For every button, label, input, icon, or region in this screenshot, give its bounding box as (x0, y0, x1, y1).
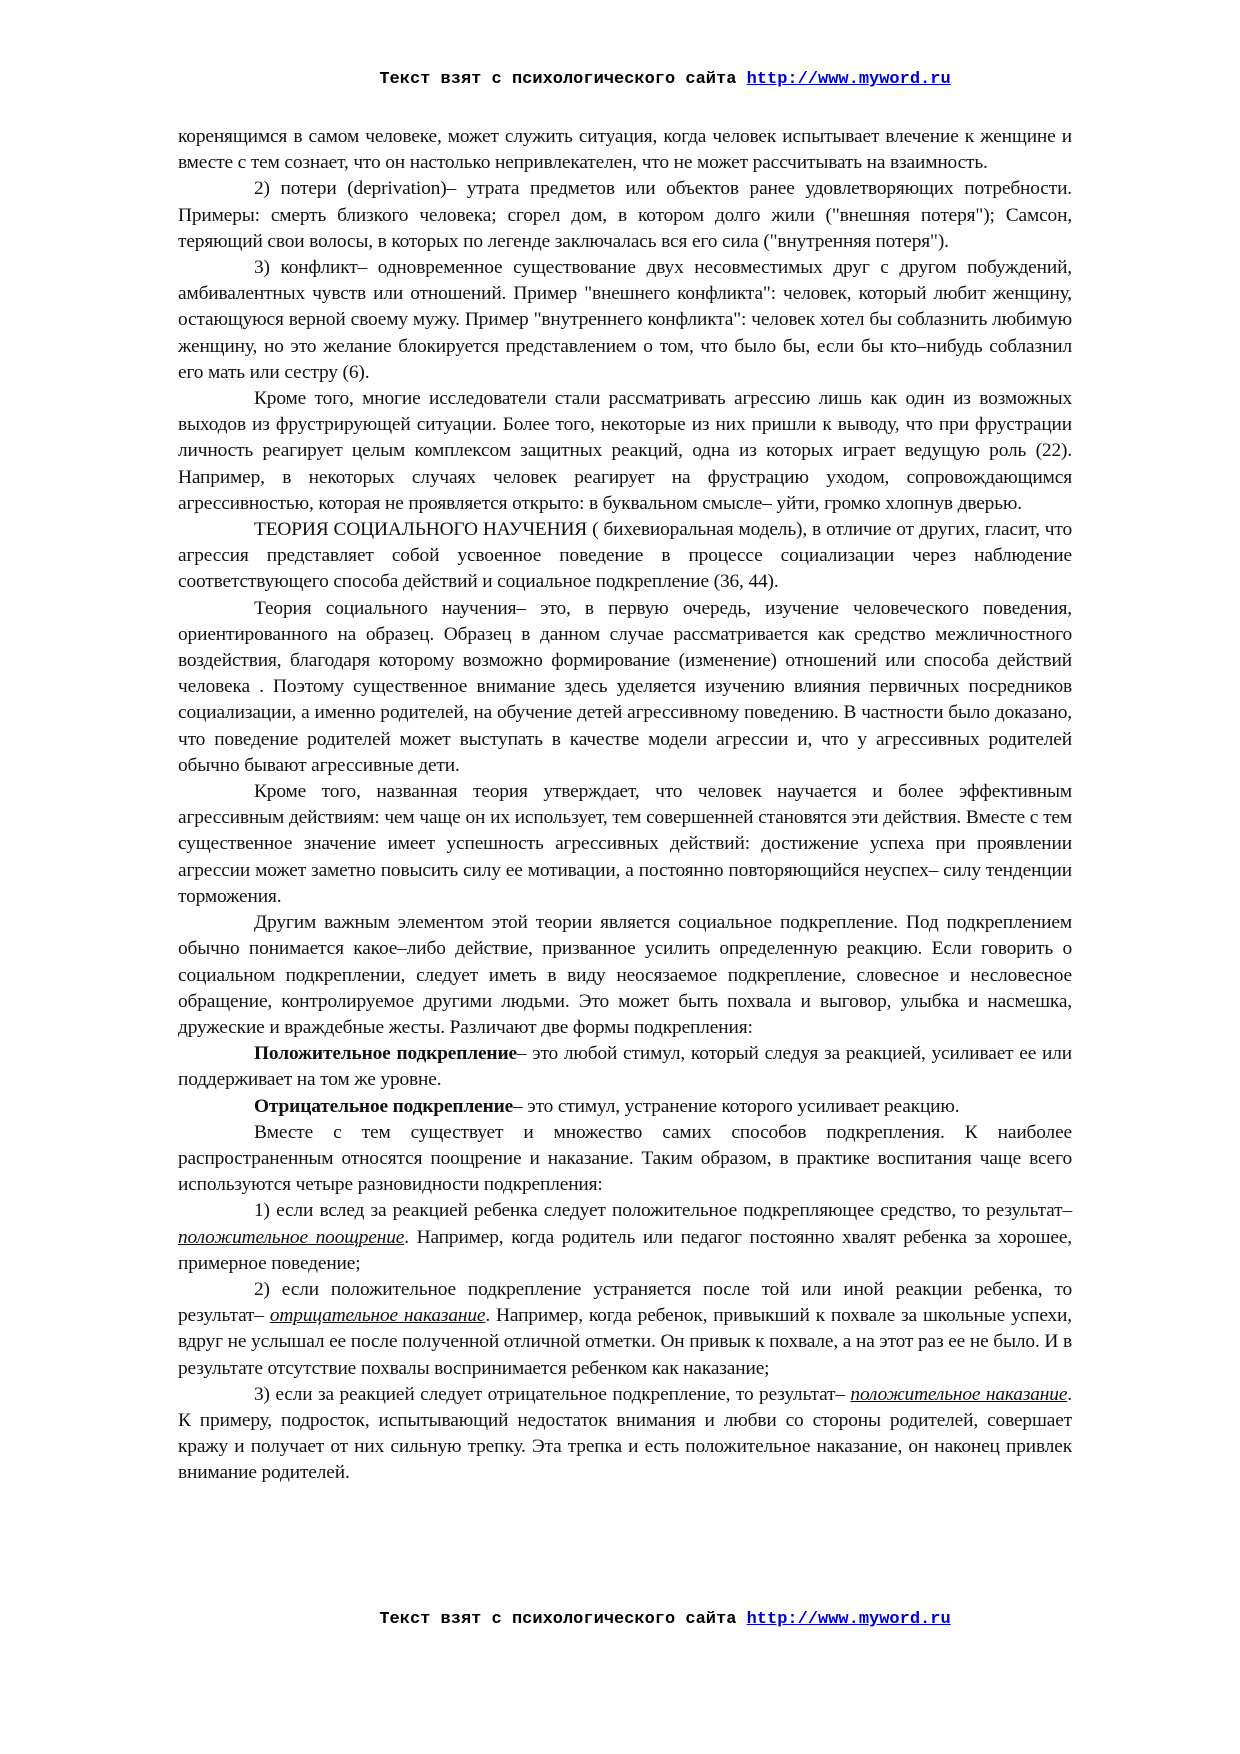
paragraph-social-learning-theory: ТЕОРИЯ СОЦИАЛЬНОГО НАУЧЕНИЯ ( бихевиоральная модель), в отличие от других, гласит, что агрессия представляет собой усвоенное поведение в процессе социализации через наблюдение соответствующего способа действий и социальное подкрепление (36, 44). (178, 519, 1072, 593)
header-site-link[interactable]: http://www.myword.ru (746, 70, 951, 89)
item-text: 2) если положительное подкрепление устраняется после той или иной реакции ребенка, то результат– (178, 1278, 1072, 1327)
item-text: . Например, когда родитель или педагог постоянно хвалят ребенка за хорошее, примерное поведение; (178, 1226, 1072, 1274)
term-positive-punishment: положительное наказание (850, 1383, 1068, 1405)
page-header (0, 70, 1240, 89)
paragraph-effective-actions: Кроме того, названная теория утверждает, что человек научается и более эффективным агрессивным действиям: чем чаще он их использует, тем совершенней становятся эти действия. Вместе с тем существенное значение имеет успешность агрессивных действий: достижение успеха при проявлении агрессии может заметно повысить силу ее мотивации, а постоянно повторяющийся неуспех– силу тенденции торможения. (178, 781, 1072, 907)
item-text: 3) если за реакцией следует отрицательное подкрепление, то результат– (254, 1383, 851, 1405)
header-source-text: Текст взят с психологического сайта (379, 70, 737, 89)
term-negative-punishment: отрицательное наказание (269, 1305, 486, 1327)
paragraph-item-2 (178, 1277, 1072, 1382)
paragraph-conflict: 3) конфликт– одновременное существование двух несовместимых друг с другом побуждений, амбивалентных чувств или отношений. Пример "внешнего конфликта": человек, который любит женщину, остающуюся верной своему мужу. Пример "внутреннего конфликта": человек хотел бы соблазнить любимую женщину, но это желание блокируется представлением о том, что было бы, если бы кто–нибудь соблазнил его мать или сестру (6). (178, 257, 1072, 383)
footer-site-link[interactable]: http://www.myword.ru (746, 1610, 951, 1629)
paragraph-deprivation: 2) потери (deprivation)– утрата предметов или объектов ранее удовлетворяющих потребности. Примеры: смерть близкого человека; сгорел дом, в котором долго жили ("внешняя потеря"); Самсон, теряющий свои волосы, в которых по легенде заключалась вся его сила ("внутренняя потеря"). (178, 178, 1072, 252)
item-text: . К примеру, подросток, испытывающий недостаток внимания и любви со стороны родителей, совершает кражу и получает от них сильную трепку. Эта трепка и есть положительное наказание, он наконец привлек внимание родителей. (178, 1383, 1072, 1484)
paragraph-item-1 (178, 1198, 1072, 1277)
page-footer (0, 1610, 1240, 1629)
paragraph-positive-reinforcement (178, 1041, 1072, 1093)
paragraph-negative-reinforcement (178, 1094, 1072, 1120)
paragraph-item-3 (178, 1382, 1072, 1487)
footer-source-text: Текст взят с психологического сайта (379, 1610, 737, 1629)
item-text: . Например, когда ребенок, привыкший к похвале за школьные успехи, вдруг не услышал ее после полученной отличной отметки. Он привык к похвале, а на этот раз ее не было. И в результате отсутствие похвалы воспринимается ребенком как наказание; (178, 1305, 1072, 1379)
definition-text: – это стимул, устранение которого усиливает реакцию. (513, 1095, 960, 1117)
definition-text: – это любой стимул, который следуя за реакцией, усиливает ее или поддерживает на том же уровне. (178, 1043, 1072, 1091)
document-body (178, 124, 1072, 1487)
paragraph-reinforcement-methods: Вместе с тем существует и множество самих способов подкрепления. К наиболее распространенным относятся поощрение и наказание. Таким образом, в практике воспитания чаще всего используются четыре разновидности подкрепления: (178, 1121, 1072, 1196)
paragraph-frustration-outcomes: Кроме того, многие исследователи стали рассматривать агрессию лишь как один из возможных выходов из фрустрирующей ситуации. Более того, некоторые из них пришли к выводу, что при фрустрации личность реагирует целым комплексом защитных реакций, одна из которых играет ведущую роль (22). Например, в некоторых случаях человек реагирует на фрустрацию уходом, сопровождающимся агрессивностью, которая не проявляется открыто: в буквальном смысле– уйти, громко хлопнув дверью. (178, 388, 1072, 514)
paragraph-social-reinforcement: Другим важным элементом этой теории является социальное подкрепление. Под подкреплением обычно понимается какое–либо действие, призванное усилить определенную реакцию. Если говорить о социальном подкреплении, следует иметь в виду неосязаемое подкрепление, словесное и несловесное обращение, контролируемое другими людьми. Это может быть похвала и выговор, улыбка и насмешка, дружеские и враждебные жесты. Различают две формы подкрепления: (178, 912, 1072, 1038)
item-text: 1) если вслед за реакцией ребенка следует положительное подкрепляющее средство, то результат– (254, 1200, 1072, 1222)
paragraph-continuation: коренящимся в самом человеке, может служить ситуация, когда человек испытывает влечение к женщине и вместе с тем сознает, что он настолько непривлекателен, что не может рассчитывать на взаимность. (178, 126, 1072, 174)
paragraph-model-behavior: Теория социального научения– это, в первую очередь, изучение человеческого поведения, ориентированного на образец. Образец в данном случае рассматривается как средство межличностного воздействия, благодаря которому возможно формирование (изменение) отношений или способа действий человека . Поэтому существенное внимание здесь уделяется изучению влияния первичных посредников социализации, а именно родителей, на обучение детей агрессивному поведению. В частности было доказано, что поведение родителей может выступать в качестве модели агрессии и, что у агрессивных родителей обычно бывают агрессивные дети. (178, 597, 1072, 776)
term-positive-encouragement: положительное поощрение (178, 1226, 405, 1248)
term-negative-reinforcement: Отрицательное подкрепление (254, 1095, 514, 1117)
term-positive-reinforcement: Положительное подкрепление (254, 1043, 517, 1065)
